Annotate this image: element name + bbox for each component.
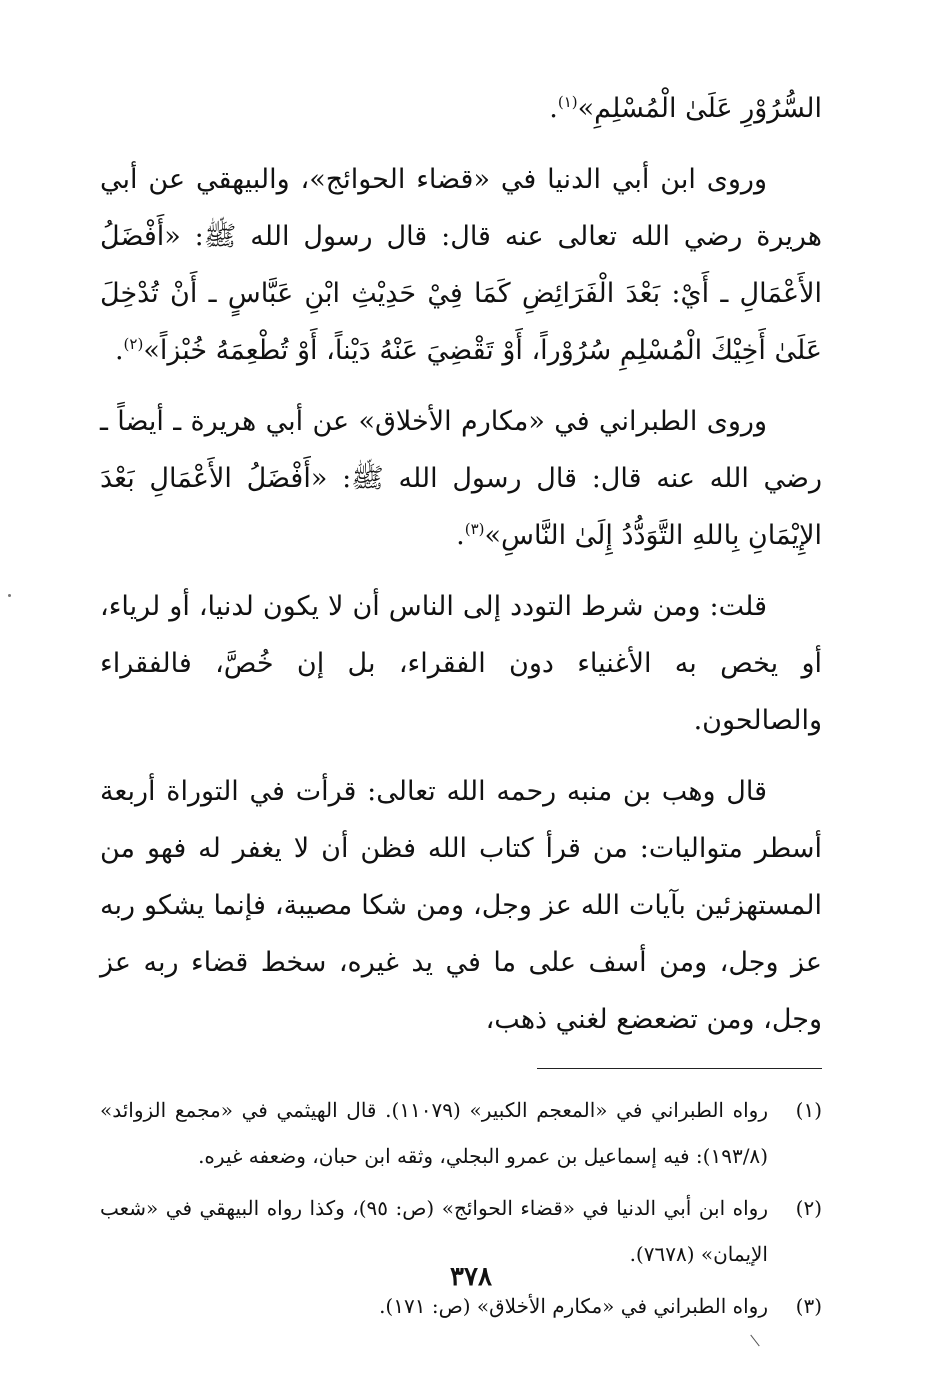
footnote-ref-3[interactable]: (٣) [464,520,485,538]
page-number: ٣٧٨ [450,1262,492,1292]
paragraph-wahb [100,763,822,1048]
footnote-number: (٢) [795,1196,822,1220]
footnote-text: رواه الطبراني في «المعجم الكبير» (١١٠٧٩). قال الهيثمي في «مجمع الزوائد» (١٩٣/٨): فيه إسماعيل بن عمرو البجلي، وثقه ابن حبان، وضعفه غيره. [100,1098,768,1168]
footnote-ref-1[interactable]: (١) [557,93,578,111]
footnote-1 [100,1087,822,1179]
paragraph-text: قلت: ومن شرط التودد إلى الناس أن لا يكون لدنيا، أو لرياء، أو يخص به الأغنياء دون الفقراء، بل إن خُصَّ، فالفقراء والصالحون. [100,591,822,736]
paragraph-ibn-abi-dunya [100,151,822,379]
footnote-number: (١) [795,1098,822,1122]
scan-mark [750,1335,759,1347]
paragraph-text: وروى ابن أبي الدنيا في «قضاء الحوائج»، والبيهقي عن أبي هريرة رضي الله تعالى عنه قال: قال رسول الله ﷺ: «أَفْضَلُ الأَعْمَالِ ـ أَيْ: بَعْدَ الْفَرَائِضِ كَمَا فِيْ حَدِيْثِ ابْنِ عَبَّاسٍ ـ أَنْ تُدْخِلَ عَلَىٰ أَخِيْكَ الْمُسْلِمِ سُرُوْراً، أَوْ تَقْضِيَ عَنْهُ دَيْناً، أَوْ تُطْعِمَهُ خُبْزاً» [100,164,822,366]
footnote-ref-2[interactable]: (٢) [123,335,144,353]
main-text [100,80,822,1048]
paragraph-text: قال وهب بن منبه رحمه الله تعالى: قرأت في التوراة أربعة أسطر متواليات: من قرأ كتاب الله فظن أن لا يغفر له فهو من المستهزئين بآيات الله عز وجل، ومن شكا مصيبة، فإنما يشكو ربه عز وجل، ومن أسف على ما في يد غيره، سخط قضاء ربه عز وجل، ومن تضعضع لغني ذهب، [100,776,822,1035]
paragraph-text: السُّرُوْرِ عَلَىٰ الْمُسْلِمِ» [577,93,822,124]
paragraph-tail: . [549,93,558,124]
paragraph-hadith-ending [100,80,822,137]
footnote-separator [537,1068,822,1069]
paragraph-tail: . [456,520,465,551]
footnote-text: رواه ابن أبي الدنيا في «قضاء الحوائج» (ص: ٩٥)، وكذا رواه البيهقي في «شعب الإيمان» (٧٦٧٨). [100,1196,769,1266]
paragraph-tail: . [114,335,124,366]
paragraph-text: وروى الطبراني في «مكارم الأخلاق» عن أبي هريرة ـ أيضاً ـ رضي الله عنه قال: قال رسول الله ﷺ: «أَفْضَلُ الأَعْمَالِ بَعْدَ الإِيْمَانِ بِاللهِ التَّوَدُّدُ إِلَىٰ النَّاسِ» [100,406,822,551]
footnotes [100,1087,822,1329]
book-page [100,80,822,1335]
scan-speck [8,594,11,597]
footnote-number: (٣) [795,1294,822,1318]
paragraph-tabarani [100,393,822,564]
paragraph-qultu [100,578,822,749]
footnote-text: رواه الطبراني في «مكارم الأخلاق» (ص: ١٧١). [379,1294,768,1318]
